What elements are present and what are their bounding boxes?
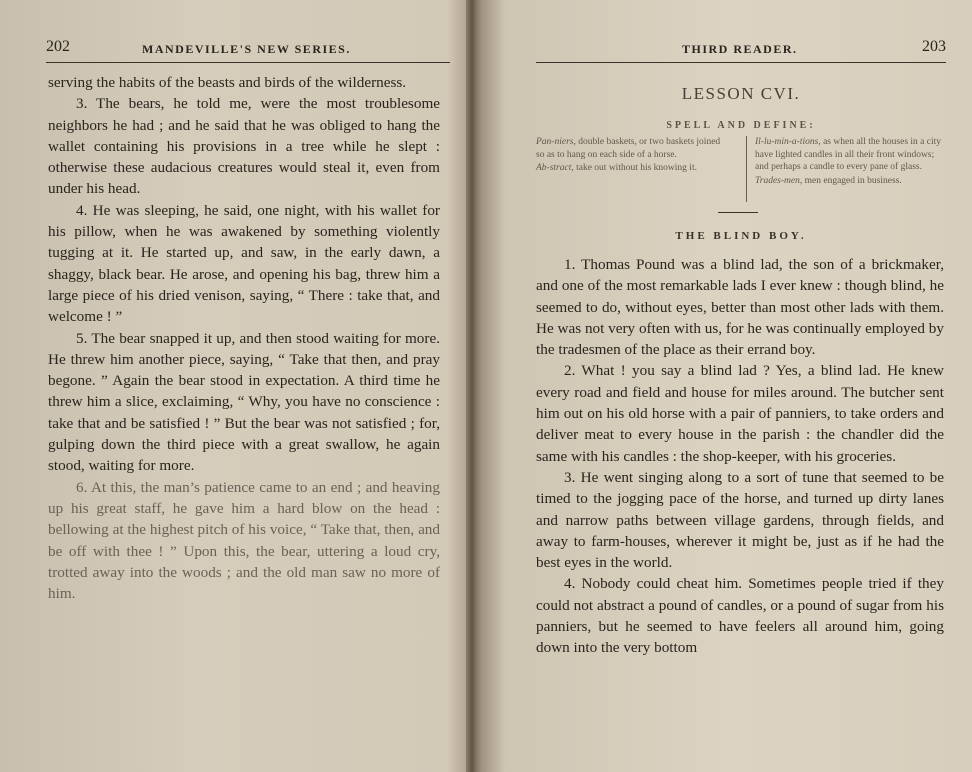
definition-term: Pan-niers, — [536, 137, 576, 147]
book-gutter — [466, 0, 478, 772]
left-paragraph-5: 5. The bear snapped it up, and then stood waiting for more. He threw him another piece, saying, “ Take that then, and pray begone. ” Again the bear stood in expectation. A third time he threw him a slice, exclaiming, “ Why, you have no conscience : take that and be satisfied ! ” But the bear was not satisfied ; for, gulping down the third piece with a great swallow, he again stood, waiting for more. — [48, 329, 440, 475]
left-running-head — [46, 38, 450, 62]
left-paragraph-4: 4. He was sleeping, he said, one night, with his wallet for his pillow, when he was awakened by something violently tugging at it. He started up, and saw, in the early dawn, a shaggy, black bear. He arose, and opening his bag, threw him a large piece of his dried venison, saying, “ There : take that, and welcome ! ” — [48, 201, 440, 326]
right-paragraph-4: 4. Nobody could cheat him. Sometimes people tried if they could not abstract a pound of candles, or a pound of sugar from his panniers, but he seemed to have feelers all around him, going down into the very bottom — [536, 575, 944, 657]
left-paragraph-6: 6. At this, the man’s patience came to an end ; and heaving up his great staff, he gave him a hard blow on the head : bellowing at the highest pitch of his voice, “ Take that, then, and be off with thee ! ” Upon this, the bear, uttering a loud cry, trotted away into the woods ; and the old man saw no more of him. — [48, 478, 440, 603]
left-paragraph-3: 3. The bears, he told me, were the most troublesome neighbors he had ; and he said that he was obliged to hang the wallet containing his provisions in a tree while he slept : otherwise these audacious creatures would steal it, even from under his head. — [48, 95, 440, 198]
definition-text: double baskets, or two baskets joined so as to hang on each side of a horse. — [536, 137, 721, 160]
definition-term: Il-lu-min-a-tions, — [755, 137, 821, 147]
right-page — [478, 0, 972, 772]
definitions-left-column — [536, 136, 724, 176]
definition-entry — [755, 136, 943, 174]
right-running-head — [536, 38, 946, 62]
right-paragraph-1: 1. Thomas Pound was a blind lad, the son of a brickmaker, and one of the most remarkable lads I ever knew : though blind, he seemed to do, without eyes, better than most other lads with them. He was not very often with us, for he was continually employed by the tradesmen of the place as their errand boy. — [536, 256, 944, 359]
left-body-text — [48, 72, 440, 604]
definition-text: take out without his knowing it. — [576, 163, 697, 173]
definition-text: as when all the houses in a city have lighted candles in all their front windows; and perhaps a candle to every pane of glass. — [755, 137, 942, 172]
right-page-number: 203 — [922, 38, 946, 55]
spell-and-define-heading: SPELL AND DEFINE: — [666, 120, 816, 131]
right-paragraph-3: 3. He went singing along to a sort of tune that seemed to be timed to the jogging pace of the horse, and turned up dirty lanes and narrow paths between village gardens, through fields, and away to farm-houses, wherever it might be, just as if he had the best eyes in the world. — [536, 468, 944, 572]
story-title: THE BLIND BOY. — [675, 230, 807, 242]
lesson-title: LESSON CVI. — [681, 84, 801, 103]
left-page-number: 202 — [46, 38, 70, 55]
definition-text: men engaged in business. — [804, 175, 902, 186]
definitions-block — [536, 136, 946, 206]
right-body-text — [536, 254, 944, 659]
right-paragraph-2: 2. What ! you say a blind lad ? Yes, a blind lad. He knew every road and field and house for miles around. The butcher sent him out on his old horse with a pair of panniers, to take orders and deliver meat to every house in the parish : the chandler did the same with his candles : the shop-keeper, with his groceries. — [536, 362, 944, 465]
section-divider — [718, 212, 758, 213]
definition-term: Ab-stract, — [536, 163, 574, 173]
left-page — [0, 0, 468, 772]
definition-entry — [755, 175, 943, 188]
definition-term: Trades-men, — [755, 175, 803, 186]
right-running-title: THIRD READER. — [682, 42, 798, 56]
definitions-right-column — [746, 136, 943, 202]
left-paragraph-continued: serving the habits of the beasts and birds of the wilderness. — [48, 74, 407, 91]
left-header-rule — [46, 62, 450, 63]
definition-entry — [536, 136, 724, 161]
definition-entry — [536, 162, 724, 175]
left-running-title: MANDEVILLE'S NEW SERIES. — [142, 42, 351, 56]
right-header-rule — [536, 62, 946, 63]
